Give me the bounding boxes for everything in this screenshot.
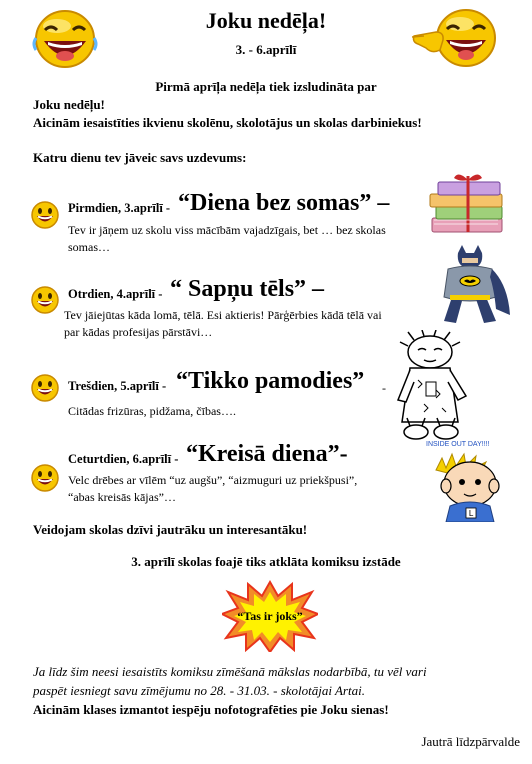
day-1-desc-2: somas… (68, 240, 110, 254)
smiley-emoji-icon (30, 285, 60, 315)
day-3-theme-suffix: - (382, 381, 386, 395)
smiley-emoji-icon (30, 373, 60, 403)
day-4-desc-1: Velc drēbes ar vīlēm “uz augšu”, “aizmuguri uz priekšpusi”, (68, 473, 358, 487)
day-3-desc-1: Citādas frizūras, pidžama, čības…. (68, 404, 236, 418)
intro-line-3: Aicinām iesaistīties ikvienu skolēnu, skolotājus un skolas darbiniekus! (33, 115, 422, 130)
day-1-label: Pirmdien, 3.aprīlī - (68, 201, 171, 215)
inside-out-kid-icon (428, 452, 512, 522)
footer-line-3: Aicinām klases izmantot iespēju nofotografēties pie Joku sienas! (33, 702, 389, 717)
page-title: Joku nedēļa! (205, 8, 327, 33)
inside-out-caption: INSIDE OUT DAY!!!! (426, 441, 490, 448)
day-4-theme: “Kreisā diena”- (186, 441, 348, 467)
day-2-label: Otrdien, 4.aprīlī - (68, 287, 163, 301)
day-4-label: Ceturtdien, 6.aprīlī - (68, 452, 179, 466)
footer-italic-1: Ja līdz šim neesi iesaistīts komiksu zīmēšanā mākslas nodarbībā, tu vēl vari (33, 664, 427, 679)
footer-italic-2: paspēt iesniegt savu zīmējumu no 28. - 31.03. - skolotājai Artai. (33, 683, 365, 698)
smiley-emoji-icon (30, 200, 60, 230)
intro-line-4: Katru dienu tev jāveic savs uzdevums: (33, 150, 247, 165)
intro-line-1: Pirmā aprīļa nedēļa tiek izsludināta par (155, 79, 377, 94)
day-1-theme: “Diena bez somas” – (178, 190, 390, 216)
sleepy-kid-pajamas-icon (396, 330, 472, 442)
day-2-desc-1: Tev jāiejūtas kāda lomā, tēlā. Esi aktieris! Pārģērbies kādā tēlā vai (64, 308, 382, 322)
day-1-desc-1: Tev ir jāņem uz skolu viss mācībām vajadzīgais, bet … bez skolas (68, 223, 386, 237)
day-2-theme: “ Sapņu tēls” – (170, 276, 325, 302)
day-3-theme: “Tikko pamodies” (176, 368, 365, 394)
svg-text:L: L (468, 509, 474, 518)
intro-line-2: Joku nedēļu! (33, 97, 105, 112)
smiley-emoji-icon (30, 463, 60, 493)
footer-line-1: Veidojam skolas dzīvi jautrāku un interesantāku! (33, 522, 308, 537)
batman-figure-icon (440, 245, 512, 325)
books-stack-icon (428, 174, 508, 238)
footer-line-2: 3. aprīlī skolas foajē tiks atklāta komiksu izstāde (131, 554, 401, 569)
day-3-label: Trešdien, 5.aprīlī - (68, 379, 167, 393)
day-4-desc-2: “abas kreisās kājas”… (68, 490, 176, 504)
date-range: 3. - 6.aprīlī (235, 42, 297, 57)
starburst-label: “Tas ir joks” (237, 609, 303, 623)
day-2-desc-2: par kādas profesijas pārstāvi… (64, 325, 213, 339)
signature: Jautrā līdzpārvalde (421, 734, 520, 749)
